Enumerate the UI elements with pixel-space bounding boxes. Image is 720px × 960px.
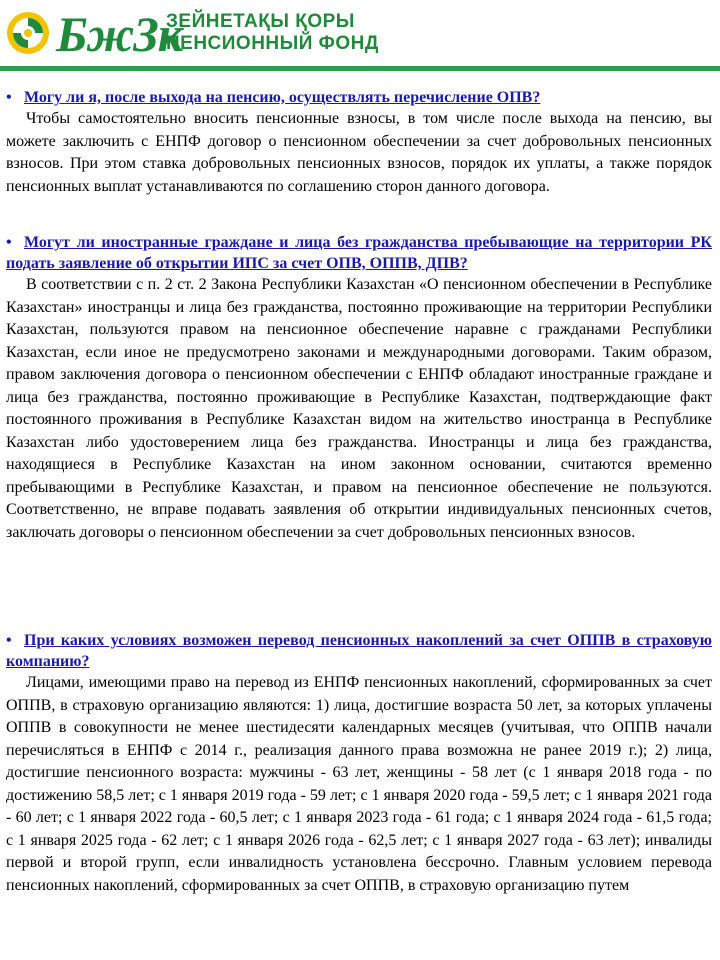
organization-name	[166, 11, 379, 55]
faq-section-1	[6, 87, 712, 198]
faq-answer: Чтобы самостоятельно вносить пенсионные взносы, в том числе после выхода на пенсию, вы можете заключить с ЕНПФ договор о пенсионном обеспечении за счет добровольных пенсионных взносов. При этом ставка добровольных пенсионных взносов, порядок их уплаты, а также порядок пенсионных выплат устанавливаются по соглашению сторон данного договора.	[6, 110, 712, 195]
faq-question	[6, 232, 712, 274]
brand-logo-text: БжЗк	[56, 6, 183, 62]
header	[0, 0, 720, 72]
coin-emblem-icon	[6, 11, 50, 55]
organization-name-kazakh: ЗЕЙНЕТАҚЫ ҚОРЫ	[166, 11, 355, 32]
bullet: •	[6, 632, 12, 649]
faq-question-text: При каких условиях возможен перевод пенсионных накоплений за счет ОППВ в страховую компанию?	[6, 632, 712, 670]
organization-name-russian: ПЕНСИОННЫЙ ФОНД	[166, 33, 379, 54]
bullet: •	[6, 89, 12, 106]
faq-question	[6, 630, 712, 672]
header-divider	[0, 66, 720, 71]
faq-section-2	[6, 232, 712, 544]
faq-question	[6, 87, 712, 108]
faq-answer: Лицами, имеющими право на перевод из ЕНПФ пенсионных накоплений, сформированных за счет ОППВ, в страховую организацию являются: 1) лица, достигшие возраста 50 лет, за которых уплачены ОППВ в совокупности не менее шестидесяти календарных месяцев (учитывая, что ОППВ начали перечисляться в ЕНПФ с 2014 г., реализация данного права возможна не ранее 2019 г.); 2) лица, достигшие пенсионного возраста: мужчины - 63 лет, женщины - 58 лет (с 1 января 2018 года - по достижению 58,5 лет; с 1 января 2019 года - 59 лет; с 1 января 2020 года - 59,5 лет; с 1 января 2021 года - 60 лет; с 1 января 2022 года - 60,5 лет; с 1 января 2023 года - 61 года; с 1 января 2024 года - 61,5 года; с 1 января 2025 года - 62 лет; с 1 января 2026 года - 62,5 лет; с 1 января 2027 года - 63 лет); инвалиды первой и второй групп, если инвалидность установлена бессрочно. Главным условием перевода пенсионных накоплений, сформированных за счет ОППВ, в страховую организацию путем	[6, 674, 712, 894]
faq-question-text: Могут ли иностранные граждане и лица без гражданства пребывающие на территории РК подать заявление об открытии ИПС за счет ОПВ, ОППВ, ДПВ?	[6, 234, 712, 272]
faq-question-text: Могу ли я, после выхода на пенсию, осуществлять перечисление ОПВ?	[24, 89, 541, 106]
faq-section-3	[6, 630, 712, 897]
bullet: •	[6, 234, 12, 251]
faq-answer: В соответствии с п. 2 ст. 2 Закона Республики Казахстан «О пенсионном обеспечении в Республике Казахстан» иностранцы и лица без гражданства, постоянно проживающие на территории Республики Казахстан, пользуются правом на пенсионное обеспечение наравне с гражданами Республики Казахстан, если иное не предусмотрено законами и международными договорами. Таким образом, правом заключения договора о пенсионном обеспечении с ЕНПФ обладают иностранные граждане и лица без гражданства, постоянно проживающие в Республике Казахстан, подтверждающие факт постоянного проживания в Республике Казахстан видом на жительство иностранца в Республике Казахстан либо удостоверением лица без гражданства. Иностранцы и лица без гражданства, находящиеся в Республике Казахстан на ином законном основании, считаются временно пребывающими в Республике Казахстан, и правом на пенсионное обеспечение не пользуются. Соответственно, не вправе подавать заявления об открытии индивидуальных пенсионных счетов, заключать договоры о пенсионном обеспечении за счет добровольных пенсионных взносов.	[6, 276, 712, 541]
